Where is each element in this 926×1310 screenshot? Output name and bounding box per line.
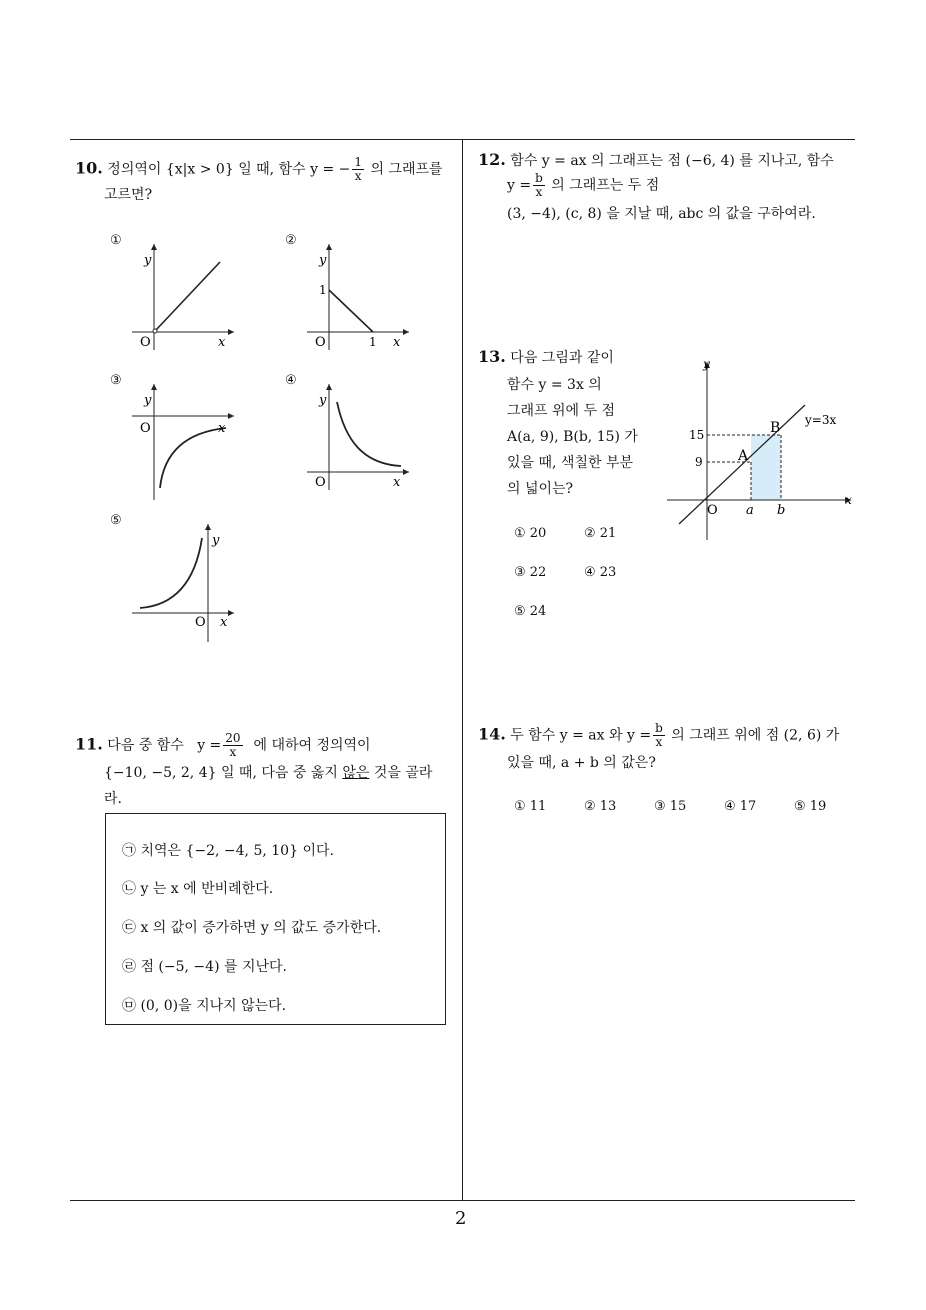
q13-line3: 그래프 위에 두 점	[507, 403, 616, 419]
q10-graph-4	[303, 380, 413, 495]
svg-text:O: O	[195, 615, 206, 630]
q13-line4: A(a, 9), B(b, 15) 가	[507, 429, 638, 445]
q13-line5: 있을 때, 색칠한 부분	[507, 455, 633, 471]
svg-text:O: O	[140, 421, 151, 436]
svg-text:y: y	[144, 393, 152, 408]
q14-choice-5[interactable]: ⑤ 19	[794, 799, 827, 814]
svg-text:x: x	[220, 615, 228, 630]
svg-text:x: x	[845, 493, 852, 507]
q13-choice-4[interactable]: ④ 23	[584, 565, 617, 580]
bottom-rule	[70, 1200, 855, 1201]
svg-text:O: O	[315, 475, 326, 490]
q14-choice-4[interactable]: ④ 17	[724, 799, 757, 814]
q11-line1: 11. 다음 중 함수 y = $\frac{20}{x}$ 에 대하여 정의역이	[75, 731, 371, 759]
q14-fraction: $\frac{b}{x}$	[655, 721, 663, 749]
q10-graph-5	[128, 520, 238, 645]
q14-choice-3[interactable]: ③ 15	[654, 799, 687, 814]
svg-text:b: b	[777, 503, 786, 518]
svg-text:x: x	[393, 475, 401, 490]
q13-choice-1[interactable]: ① 20	[514, 526, 547, 541]
q13-figure	[665, 352, 860, 547]
shaded-region	[751, 435, 781, 500]
page-number: 2	[455, 1208, 467, 1229]
q14-line2: 있을 때, a + b 의 값은?	[507, 755, 656, 771]
svg-text:9: 9	[695, 455, 703, 469]
q10-graph-1	[128, 240, 238, 355]
q10-fraction: $\frac{1}{x}$	[354, 155, 363, 183]
svg-text:x: x	[218, 421, 226, 436]
q10-line1: 10. 정의역이 {x|x > 0} 일 때, 함수 y = − $\frac{1}{x}$ 의 그래프를	[75, 155, 443, 183]
svg-text:a: a	[746, 503, 754, 518]
q13-line6: 의 넓이는?	[507, 481, 574, 497]
svg-text:y: y	[319, 253, 327, 268]
q11-line3: 라.	[104, 791, 122, 807]
svg-text:B: B	[770, 420, 781, 436]
q12-fraction: $\frac{b}{x}$	[535, 171, 543, 199]
svg-text:15: 15	[689, 428, 705, 442]
origin-label: O	[140, 335, 151, 350]
axis-label-y: y	[144, 253, 152, 268]
q11-item-1: ㉠ 치역은 {−2, −4, 5, 10} 이다.	[122, 843, 334, 859]
graph2-x-tick: 1	[369, 335, 377, 349]
q10-option-1: ①	[110, 233, 122, 248]
svg-text:x: x	[393, 335, 401, 350]
q10-number: 10.	[75, 158, 103, 178]
q12-line1: 12. 함수 y = ax 의 그래프는 점 (−6, 4) 를 지나고, 함수	[478, 150, 834, 169]
q10-option-5: ⑤	[110, 513, 122, 528]
svg-text:O: O	[315, 335, 326, 350]
q10-option-4: ④	[285, 373, 297, 388]
q13-line2: 함수 y = 3x 의	[507, 377, 602, 393]
q10-graph-2	[303, 240, 413, 355]
axis-label-x: x	[218, 335, 226, 350]
svg-text:y: y	[212, 533, 220, 548]
svg-text:O: O	[707, 503, 718, 518]
q14-line1: 14. 두 함수 y = ax 와 y = $\frac{b}{x}$ 의 그래프 위에 점 (2, 6) 가	[478, 721, 840, 749]
q11-item-5: ㉤ (0, 0)을 지나지 않는다.	[122, 998, 287, 1014]
q11-item-4: ㉣ 점 (−5, −4) 를 지난다.	[122, 959, 287, 975]
q14-choice-2[interactable]: ② 13	[584, 799, 617, 814]
column-divider	[462, 139, 463, 1201]
q14-choice-1[interactable]: ① 11	[514, 799, 547, 814]
q13-choice-2[interactable]: ② 21	[584, 526, 617, 541]
svg-text:y=3x: y=3x	[805, 413, 837, 427]
svg-text:y: y	[703, 357, 710, 371]
svg-text:y: y	[319, 393, 327, 408]
q10-option-2: ②	[285, 233, 297, 248]
q10-graph-3	[128, 380, 238, 505]
q10-line2: 고르면?	[104, 187, 153, 203]
q12-line3: (3, −4), (c, 8) 을 지날 때, abc 의 값을 구하여라.	[507, 206, 816, 222]
graph2-y-tick: 1	[319, 283, 327, 297]
svg-text:A: A	[738, 448, 749, 464]
q11-item-2: ㉡ y 는 x 에 반비례한다.	[122, 881, 274, 897]
q13-choice-3[interactable]: ③ 22	[514, 565, 547, 580]
q11-item-3: ㉢ x 의 값이 증가하면 y 의 값도 증가한다.	[122, 920, 382, 936]
q13-choice-5[interactable]: ⑤ 24	[514, 604, 547, 619]
q12-line2: y = $\frac{b}{x}$ 의 그래프는 두 점	[507, 171, 660, 199]
q11-fraction: $\frac{20}{x}$	[225, 731, 241, 759]
q10-option-3: ③	[110, 373, 122, 388]
q13-line1: 13. 다음 그림과 같이	[478, 347, 614, 366]
q11-line2: {−10, −5, 2, 4} 일 때, 다음 중 옳지 않은 것을 골라	[104, 765, 433, 781]
